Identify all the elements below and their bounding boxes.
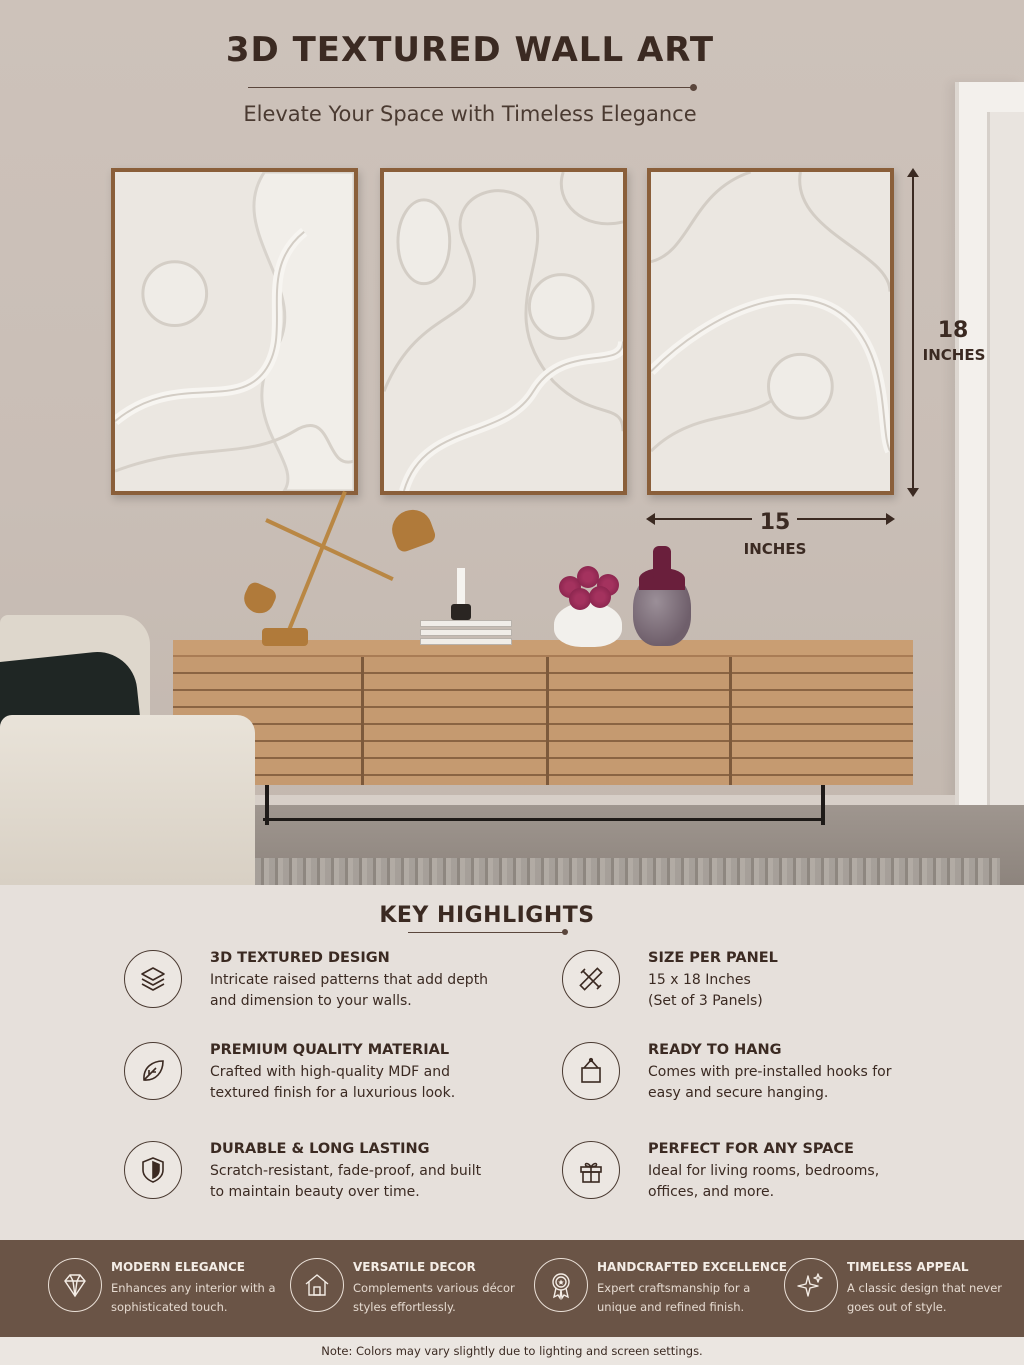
band-text: A classic design that never goes out of style. — [847, 1281, 1003, 1314]
band-item-handcrafted — [534, 1258, 787, 1318]
band-item-versatile-decor — [290, 1258, 530, 1318]
height-value: 18 — [937, 318, 969, 343]
highlight-title: SIZE PER PANEL — [648, 950, 778, 966]
band-item-timeless-appeal — [784, 1258, 1024, 1318]
diamond-icon — [48, 1258, 102, 1312]
key-highlights-section — [0, 885, 1024, 1240]
flowers — [555, 566, 625, 610]
house-icon — [290, 1258, 344, 1312]
highlights-title: KEY HIGHLIGHTS — [379, 903, 595, 928]
highlight-text: 15 x 18 Inches (Set of 3 Panels) — [648, 972, 763, 1009]
leaf-icon — [124, 1042, 182, 1100]
highlight-text: Crafted with high-quality MDF and textured finish for a luxurious look. — [210, 1064, 456, 1101]
band-text: Expert craftsmanship for a unique and refined finish. — [597, 1281, 751, 1314]
band-text: Complements various décor styles effortlessly. — [353, 1281, 515, 1314]
art-panel-left — [111, 168, 358, 495]
highlight-size — [562, 950, 902, 1020]
highlight-3d-design — [124, 950, 489, 1020]
door-frame — [955, 82, 1024, 812]
band-text: Enhances any interior with a sophisticated touch. — [111, 1281, 276, 1314]
art-panel-middle — [380, 168, 627, 495]
ruler-pencil-icon — [562, 950, 620, 1008]
features-band — [0, 1240, 1024, 1337]
width-value: 15 — [759, 510, 791, 535]
shield-icon — [124, 1141, 182, 1199]
page-subtitle: Elevate Your Space with Timeless Elegance — [243, 102, 697, 126]
title-divider — [248, 87, 693, 88]
highlight-title: 3D TEXTURED DESIGN — [210, 950, 390, 966]
lamp-arm — [283, 491, 347, 641]
hanging-frame-icon — [562, 1042, 620, 1100]
sparkle-icon — [784, 1258, 838, 1312]
gift-icon — [562, 1141, 620, 1199]
highlight-title: DURABLE & LONG LASTING — [210, 1141, 430, 1157]
band-title: HANDCRAFTED EXCELLENCE — [597, 1260, 787, 1274]
band-title: TIMELESS APPEAL — [847, 1260, 969, 1274]
highlight-title: PERFECT FOR ANY SPACE — [648, 1141, 854, 1157]
candle — [451, 568, 471, 620]
highlight-text: Ideal for living rooms, bedrooms, offices, and more. — [648, 1163, 880, 1200]
band-title: MODERN ELEGANCE — [111, 1260, 245, 1274]
lamp-counterweight — [239, 580, 278, 618]
vase — [633, 546, 691, 646]
height-unit: INCHES — [922, 346, 986, 364]
highlight-title: READY TO HANG — [648, 1042, 782, 1058]
page-title: 3D TEXTURED WALL ART — [225, 30, 715, 70]
highlight-title: PREMIUM QUALITY MATERIAL — [210, 1042, 450, 1058]
highlight-text: Scratch-resistant, fade-proof, and built to maintain beauty over time. — [210, 1163, 482, 1200]
highlight-durable — [124, 1141, 482, 1211]
highlight-text: Comes with pre-installed hooks for easy and secure hanging. — [648, 1064, 892, 1101]
medal-icon — [534, 1258, 588, 1312]
art-panel-right — [647, 168, 894, 495]
highlight-ready-to-hang — [562, 1042, 902, 1112]
book-stack — [420, 620, 512, 648]
height-dimension-line — [912, 170, 914, 495]
highlight-any-space — [562, 1141, 902, 1211]
highlight-text: Intricate raised patterns that add depth and dimension to your walls. — [210, 972, 489, 1009]
highlights-divider — [408, 932, 565, 933]
lamp-shade — [387, 504, 438, 553]
disclaimer-note: Note: Colors may vary slightly due to lighting and screen settings. — [0, 1337, 1024, 1365]
band-title: VERSATILE DECOR — [353, 1260, 476, 1274]
sideboard — [173, 640, 913, 785]
highlight-material — [124, 1042, 464, 1112]
width-unit: INCHES — [743, 540, 807, 558]
band-item-modern-elegance — [48, 1258, 288, 1318]
rug — [255, 858, 1000, 885]
layers-icon — [124, 950, 182, 1008]
lamp-base — [262, 628, 308, 646]
sofa — [0, 615, 255, 885]
